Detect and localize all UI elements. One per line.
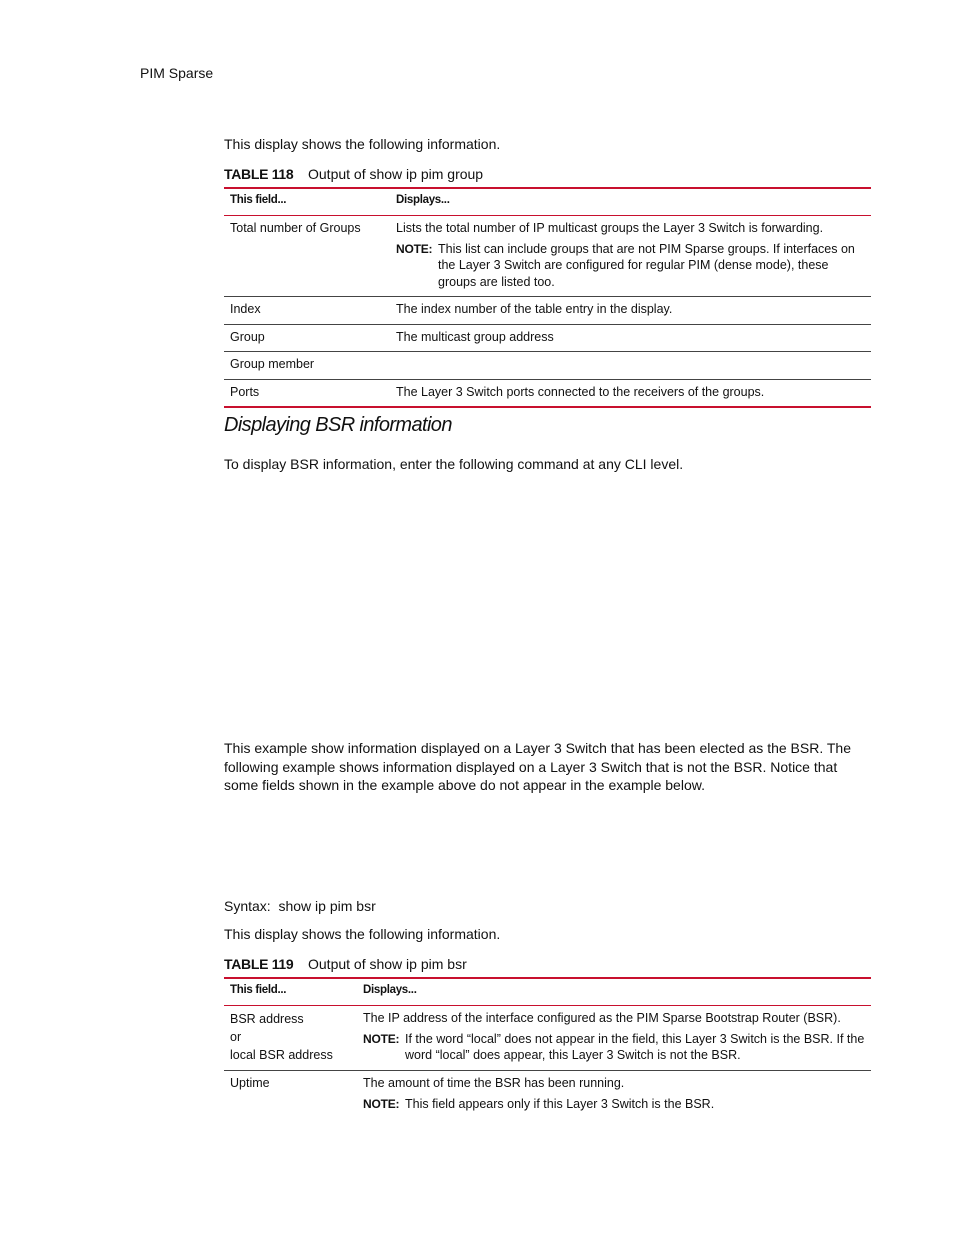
table-119-header-displays: Displays... [357, 978, 871, 1006]
description-cell: The multicast group address [390, 324, 871, 352]
syntax-label: Syntax: [224, 898, 271, 914]
table-118-title: Output of show ip pim group [308, 166, 484, 182]
intro-paragraph-2: This display shows the following information. [224, 926, 501, 942]
table-row [224, 297, 871, 325]
note-text: This field appears only if this Layer 3 Switch is the BSR. [405, 1096, 715, 1111]
table-119 [224, 977, 871, 1118]
description-cell [357, 1071, 871, 1119]
note [363, 1031, 865, 1064]
table-row [224, 324, 871, 352]
table-row [224, 352, 871, 380]
intro-paragraph-1: This display shows the following information. [224, 136, 501, 152]
note [396, 241, 865, 291]
description-cell: The Layer 3 Switch ports connected to the receivers of the groups. [390, 379, 871, 407]
note [363, 1096, 865, 1113]
table-119-header-field: This field... [224, 978, 357, 1006]
field-cell: Uptime [230, 1076, 270, 1090]
field-cell: Group member [224, 352, 390, 380]
running-head: PIM Sparse [140, 65, 214, 81]
field-cell: Group [224, 324, 390, 352]
description-cell [357, 1006, 871, 1071]
description-text: The amount of time the BSR has been running. [363, 1076, 625, 1090]
table-118-caption [224, 166, 483, 182]
note-label: NOTE: [396, 241, 433, 256]
field-cell [224, 1006, 357, 1071]
table-119-caption [224, 956, 467, 972]
description-cell [390, 216, 871, 297]
field-cell: Ports [224, 379, 390, 407]
table-row [224, 216, 871, 297]
note-text: If the word “local” does not appear in the field, this Layer 3 Switch is the BSR. If the word “local” does appear, this Layer 3 Switch is not the BSR. [405, 1031, 865, 1062]
table-118 [224, 187, 871, 408]
table-row [224, 379, 871, 407]
table-119-title: Output of show ip pim bsr [308, 956, 467, 972]
field-line: BSR address [230, 1012, 304, 1026]
syntax-line [224, 898, 376, 914]
table-119-number: TABLE 119 [224, 956, 294, 972]
table-118-number: TABLE 118 [224, 166, 294, 182]
section-heading: Displaying BSR information [224, 414, 452, 436]
note-label: NOTE: [363, 1096, 400, 1111]
table-118-header-field: This field... [224, 188, 390, 216]
description-text: The IP address of the interface configured as the PIM Sparse Bootstrap Router (BSR). [363, 1011, 841, 1025]
description-cell: The index number of the table entry in the display. [390, 297, 871, 325]
note-text: This list can include groups that are not PIM Sparse groups. If interfaces on the Layer 3 Switch are configured for regular PIM (dense mode), these groups are listed too. [438, 241, 855, 289]
bsr-intro-paragraph: To display BSR information, enter the following command at any CLI level. [224, 456, 684, 472]
description-cell [390, 352, 871, 380]
field-line: local BSR address [230, 1048, 333, 1062]
field-line: or [230, 1030, 242, 1044]
table-118-header-displays: Displays... [390, 188, 871, 216]
table-row [224, 1006, 871, 1071]
bsr-example-paragraph: This example show information displayed on a Layer 3 Switch that has been elected as the BSR. The following example shows information displayed on a Layer 3 Switch that is not the BSR. Notice that some fields shown in the example above do not appear in the example below. [224, 740, 851, 793]
table-row [224, 1071, 871, 1119]
note-label: NOTE: [363, 1031, 400, 1046]
field-cell: Total number of Groups [224, 216, 390, 297]
syntax-command: show ip pim bsr [278, 898, 376, 914]
description-text: Lists the total number of IP multicast groups the Layer 3 Switch is forwarding. [396, 221, 824, 235]
field-cell: Index [224, 297, 390, 325]
